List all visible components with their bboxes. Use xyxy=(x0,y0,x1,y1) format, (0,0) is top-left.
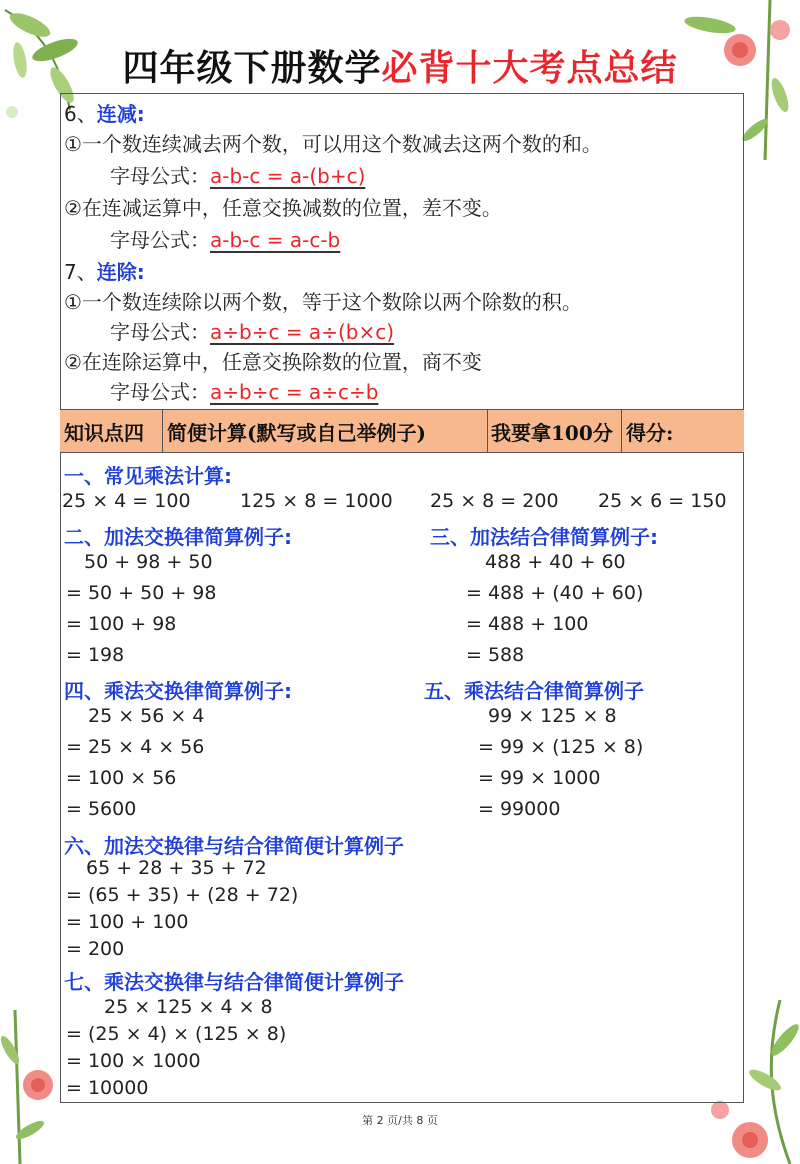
heading-multiplication-combined: 七、乘法交换律与结合律简便计算例子 xyxy=(64,970,404,994)
formula-text: a-b-c = a-(b+c) xyxy=(210,164,366,188)
example-4-line-4: = 5600 xyxy=(66,798,137,820)
example-2-line-4: = 198 xyxy=(66,644,125,666)
section-7-name: 连除: xyxy=(96,260,145,284)
section-7-rule-2: ②在连除运算中，任意交换除数的位置，商不变 xyxy=(64,350,482,374)
example-3-line-3: = 488 + 100 xyxy=(466,613,589,635)
page-title xyxy=(0,40,800,91)
example-5-line-2: = 99 × (125 × 8) xyxy=(478,736,644,758)
example-4-line-2: = 25 × 4 × 56 xyxy=(66,736,205,758)
section-6-rule-1: ①一个数连续减去两个数，可以用这个数减去这两个数的和。 xyxy=(64,132,602,156)
example-6-line-3: = 100 + 100 xyxy=(66,911,189,933)
heading-common-multiplication: 一、常见乘法计算: xyxy=(64,464,232,488)
section-6-formula-2 xyxy=(110,224,340,253)
example-2-line-1: 50 + 98 + 50 xyxy=(84,551,213,573)
section-6-heading xyxy=(64,98,145,127)
example-5-line-1: 99 × 125 × 8 xyxy=(488,705,617,727)
example-6-line-1: 65 + 28 + 35 + 72 xyxy=(86,857,267,879)
example-6-line-2: = (65 + 35) + (28 + 72) xyxy=(66,884,299,906)
section-6-name: 连减: xyxy=(96,102,145,126)
section-6-formula-1 xyxy=(110,160,365,189)
example-7-line-3: = 100 × 1000 xyxy=(66,1050,201,1072)
formula-text: a-b-c = a-c-b xyxy=(210,228,341,252)
heading-multiplication-associative: 五、乘法结合律简算例子 xyxy=(424,679,644,703)
mult-fact-2: 125 × 8 = 1000 xyxy=(240,490,393,512)
table-divider-3 xyxy=(621,409,622,452)
example-3-line-4: = 588 xyxy=(466,644,525,666)
heading-multiplication-commutative: 四、乘法交换律简算例子: xyxy=(64,679,292,703)
section-6-number: 6、 xyxy=(64,102,97,126)
example-7-line-1: 25 × 125 × 4 × 8 xyxy=(104,996,273,1018)
formula-text: a÷b÷c = a÷c÷b xyxy=(210,380,379,404)
section-7-number: 7、 xyxy=(64,260,97,284)
example-7-line-2: = (25 × 4) × (125 × 8) xyxy=(66,1023,287,1045)
example-6-line-4: = 200 xyxy=(66,938,125,960)
table-divider-1 xyxy=(162,409,163,452)
heading-addition-associative: 三、加法结合律简算例子: xyxy=(430,525,658,549)
section-7-formula-1 xyxy=(110,316,394,345)
mult-fact-3: 25 × 8 = 200 xyxy=(430,490,559,512)
example-2-line-2: = 50 + 50 + 98 xyxy=(66,582,217,604)
heading-addition-combined: 六、加法交换律与结合律简便计算例子 xyxy=(64,834,404,858)
section-7-heading xyxy=(64,256,145,285)
formula-text: a÷b÷c = a÷(b×c) xyxy=(210,320,395,344)
section-7-rule-1: ①一个数连续除以两个数，等于这个数除以两个除数的积。 xyxy=(64,290,582,314)
heading-addition-commutative: 二、加法交换律简算例子: xyxy=(64,525,292,549)
section-6-rule-2: ②在连减运算中，任意交换减数的位置，差不变。 xyxy=(64,196,502,220)
title-part-2: 必背十大考点总结 xyxy=(381,47,678,89)
example-7-line-4: = 10000 xyxy=(66,1077,149,1099)
page-number: 第 2 页/共 8 页 xyxy=(362,1114,438,1127)
section-7-formula-2 xyxy=(110,376,378,405)
table-cell-score: 得分: xyxy=(626,421,674,445)
example-5-line-3: = 99 × 1000 xyxy=(478,767,601,789)
table-cell-task: 简便计算(默写或自己举例子) xyxy=(167,421,426,445)
title-part-1: 四年级下册数学 xyxy=(122,47,382,89)
table-cell-topic: 知识点四 xyxy=(64,421,144,445)
table-bottom-border xyxy=(60,452,744,453)
formula-label: 字母公式： xyxy=(110,380,210,404)
mult-fact-1: 25 × 4 = 100 xyxy=(62,490,191,512)
mult-fact-4: 25 × 6 = 150 xyxy=(598,490,727,512)
example-5-line-4: = 99000 xyxy=(478,798,561,820)
formula-label: 字母公式： xyxy=(110,228,210,252)
example-4-line-3: = 100 × 56 xyxy=(66,767,177,789)
formula-label: 字母公式： xyxy=(110,164,210,188)
table-cell-goal: 我要拿100分 xyxy=(491,421,613,445)
formula-label: 字母公式： xyxy=(110,320,210,344)
example-2-line-3: = 100 + 98 xyxy=(66,613,177,635)
table-divider-2 xyxy=(487,409,488,452)
example-3-line-1: 488 + 40 + 60 xyxy=(485,551,626,573)
example-4-line-1: 25 × 56 × 4 xyxy=(88,705,205,727)
example-3-line-2: = 488 + (40 + 60) xyxy=(466,582,644,604)
